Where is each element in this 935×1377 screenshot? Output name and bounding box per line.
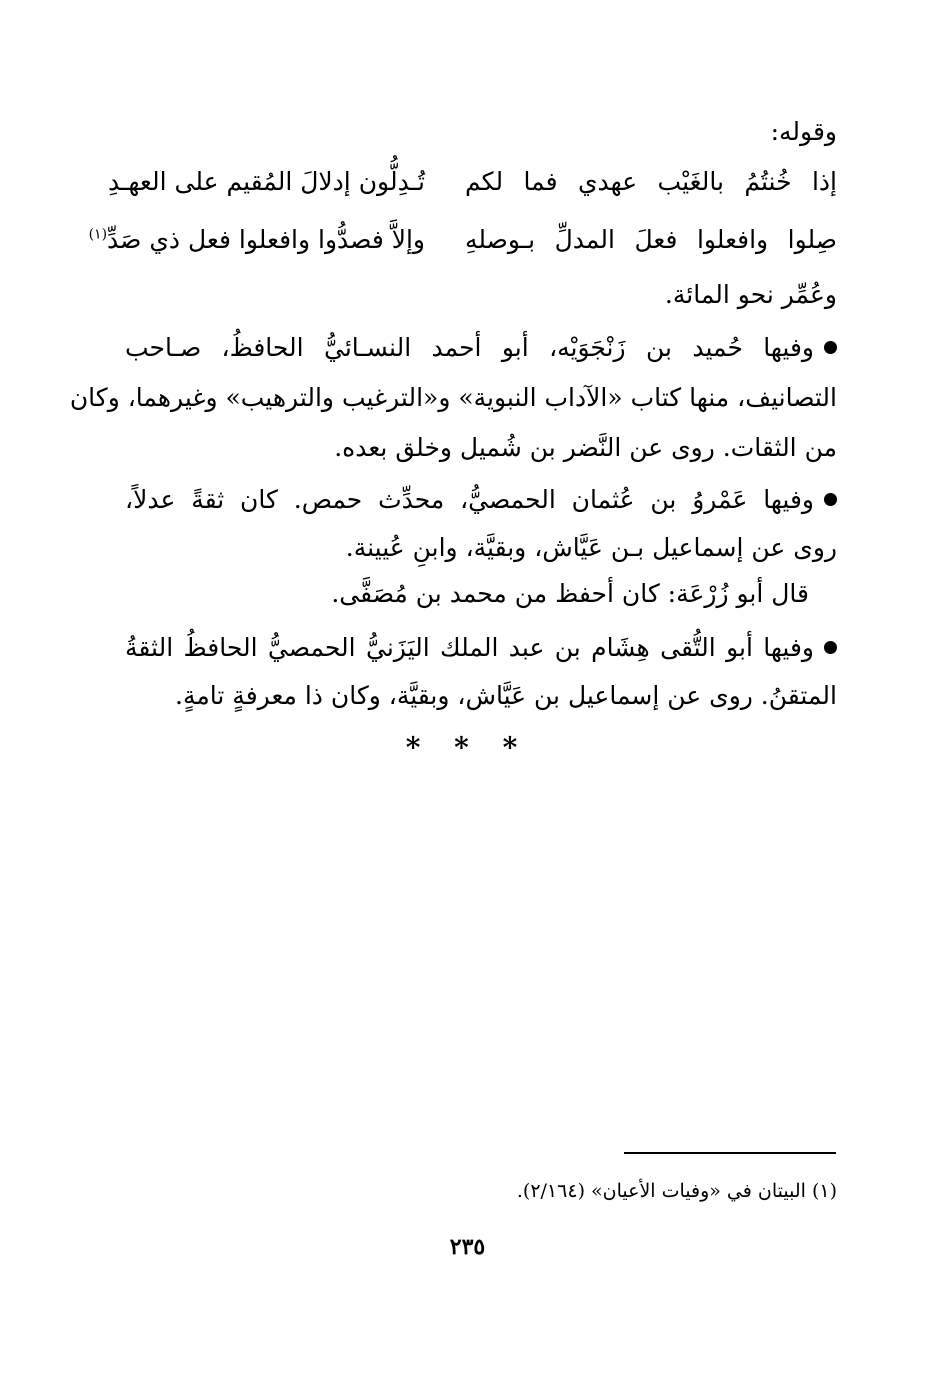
bullet-icon — [824, 641, 837, 654]
entry-1-line-3: من الثقات. روى عن النَّضر بن شُميل وخلق بعده. — [334, 433, 837, 462]
entry-2-line-1 — [125, 480, 837, 520]
entry-1-text-1: وفيها حُميد بن زَنْجَوَيْه، أبو أحمد النسـائيُّ الحافظُ، صـاحب — [125, 333, 814, 362]
bullet-icon — [824, 341, 837, 354]
footnote-text: (١) البيتان في «وفيات الأعيان» (٢/١٦٤). — [516, 1180, 837, 1202]
page-number: ٢٣٥ — [449, 1234, 486, 1260]
verse-aftertext: وعُمِّر نحو المائة. — [664, 280, 837, 309]
verse-line-2 — [88, 220, 837, 260]
bullet-icon — [824, 493, 837, 506]
footnote-divider — [624, 1152, 836, 1154]
verse-2-second-text: وإلاَّ فصدُّوا وافعلوا فعل ذي صَدِّ — [107, 225, 425, 254]
entry-1-line-2: التصانيف، منها كتاب «الآداب النبوية» و«الترغيب والترهيب» وغيرهما، وكان — [69, 383, 837, 412]
entry-2-line-3: قال أبو زُرْعَة: كان أحفظ من محمد بن مُصَفَّى. — [331, 579, 809, 608]
entry-3-line-1 — [125, 628, 837, 668]
verse-1-second-hemistich: تُـدِلُّون إدلالَ المُقيم على العهـدِ — [107, 167, 425, 196]
entry-3-line-2: المتقنُ. روى عن إسماعيل بن عَيَّاش، وبقيَّة، وكان ذا معرفةٍ تامةٍ. — [175, 681, 837, 710]
verse-line-1 — [107, 162, 837, 202]
verse-2-first-hemistich: صِلوا وافعلوا فعلَ المدلِّ بـوصلهِ — [465, 225, 837, 254]
entry-1-line-1 — [125, 328, 837, 368]
section-separator: * * * — [405, 731, 530, 764]
verse-intro: وقوله: — [770, 117, 837, 146]
entry-2-line-2: روى عن إسماعيل بـن عَيَّاش، وبقيَّة، وابنِ عُيينة. — [345, 533, 837, 562]
entry-3-text-1: وفيها أبو التُّقى هِشَام بن عبد الملك اليَزَنيُّ الحمصيُّ الحافظُ الثقةُ — [125, 633, 814, 662]
footnote-marker[interactable]: (١) — [88, 226, 108, 243]
entry-2-text-1: وفيها عَمْروُ بن عُثمان الحمصيُّ، محدِّث حمص. كان ثقةً عدلاً، — [125, 485, 814, 514]
verse-2-second-hemistich — [88, 220, 425, 260]
verse-1-first-hemistich: إذا خُنتُمُ بالغَيْب عهدي فما لكم — [465, 167, 837, 196]
